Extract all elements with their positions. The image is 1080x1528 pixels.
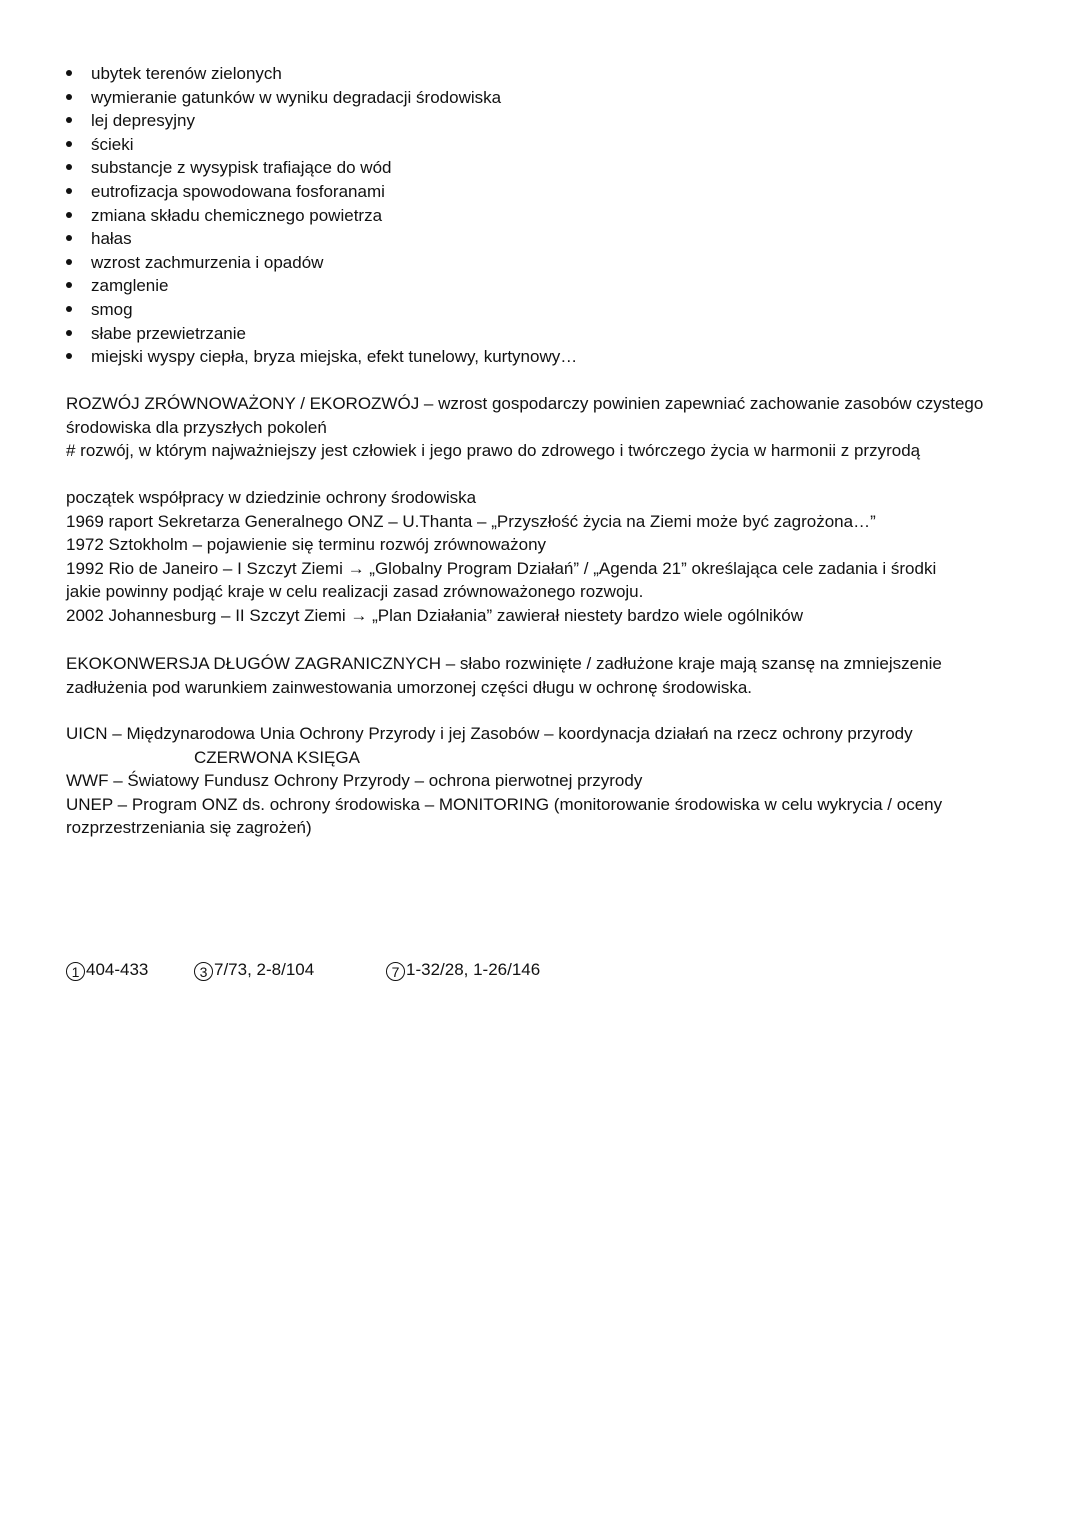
reference-item <box>386 958 540 982</box>
list-item: lej depresyjny <box>66 109 1026 133</box>
org-uicn: UICN – Międzynarodowa Unia Ochrony Przyrody i jej Zasobów – koordynacja działań na rzecz ochrony przyrody <box>66 724 913 743</box>
organizations-section <box>66 722 1026 840</box>
circled-number: 1 <box>66 962 85 981</box>
list-item: wzrost zachmurzenia i opadów <box>66 251 1026 275</box>
debt-conversion-line: EKOKONWERSJA DŁUGÓW ZAGRANICZNYCH – słabo rozwinięte / zadłużone kraje mają szansę na zmniejszenie <box>66 654 942 673</box>
list-item: eutrofizacja spowodowana fosforanami <box>66 180 1026 204</box>
list-item: ubytek terenów zielonych <box>66 62 1026 86</box>
timeline-1992-continued: jakie powinny podjąć kraje w celu realizacji zasad zrównoważonego rozwoju. <box>66 582 644 602</box>
bullet-list <box>66 62 1026 369</box>
list-item: substancje z wysypisk trafiające do wód <box>66 156 1026 180</box>
timeline-2002: 2002 Johannesburg – II Szczyt Ziemi → „Plan Działania” zawierał niestety bardzo wiele ogólników <box>66 605 804 625</box>
list-item: smog <box>66 298 1026 322</box>
reference-item <box>66 958 148 982</box>
timeline-1992: 1992 Rio de Janeiro – I Szczyt Ziemi → „Globalny Program Działań” / „Agenda 21” określająca cele zadania i środki <box>66 558 937 578</box>
list-item: wymieranie gatunków w wyniku degradacji środowiska <box>66 86 1026 110</box>
timeline-1969: 1969 raport Sekretarza Generalnego ONZ – U.Thanta – „Przyszłość życia na Ziemi może być zagrożona…” <box>66 511 876 531</box>
reference-item <box>194 958 314 982</box>
sustainable-definition-line: ROZWÓJ ZRÓWNOWAŻONY / EKOROZWÓJ – wzrost gospodarczy powinien zapewniać zachowanie zasobów czystego <box>66 394 984 413</box>
circled-number: 3 <box>194 962 213 981</box>
list-item: hałas <box>66 227 1026 251</box>
debt-conversion-line: zadłużenia pod warunkiem zainwestowania umorzonej części długu w ochronę środowiska. <box>66 677 753 697</box>
sustainable-definition-line: środowiska dla przyszłych pokoleń <box>66 417 327 437</box>
list-item: ścieki <box>66 133 1026 157</box>
red-book-label: CZERWONA KSIĘGA <box>194 747 360 767</box>
sustainable-development-section <box>66 392 1026 463</box>
list-item: słabe przewietrzanie <box>66 322 1026 346</box>
sustainable-note-line: # rozwój, w którym najważniejszy jest człowiek i jego prawo do zdrowego i twórczego życia w harmonii z przyrodą <box>66 441 921 461</box>
list-item: zamglenie <box>66 274 1026 298</box>
circled-number: 7 <box>386 962 405 981</box>
org-unep: UNEP – Program ONZ ds. ochrony środowiska – MONITORING (monitorowanie środowiska w celu wykrycia / oceny <box>66 794 943 814</box>
cooperation-section <box>66 486 1026 628</box>
org-wwf: WWF – Światowy Fundusz Ochrony Przyrody – ochrona pierwotnej przyrody <box>66 771 643 791</box>
list-item: miejski wyspy ciepła, bryza miejska, efekt tunelowy, kurtynowy… <box>66 345 1026 369</box>
reference-pages: 1-32/28, 1-26/146 <box>406 960 541 979</box>
debt-conversion-section <box>66 652 1026 699</box>
list-item: zmiana składu chemicznego powietrza <box>66 204 1026 228</box>
reference-pages: 404-433 <box>86 960 149 979</box>
reference-pages: 7/73, 2-8/104 <box>214 960 315 979</box>
cooperation-heading: początek współpracy w dziedzinie ochrony środowiska <box>66 488 477 507</box>
timeline-1972: 1972 Sztokholm – pojawienie się terminu rozwój zrównoważony <box>66 535 547 555</box>
org-unep-continued: rozprzestrzeniania się zagrożeń) <box>66 818 312 838</box>
